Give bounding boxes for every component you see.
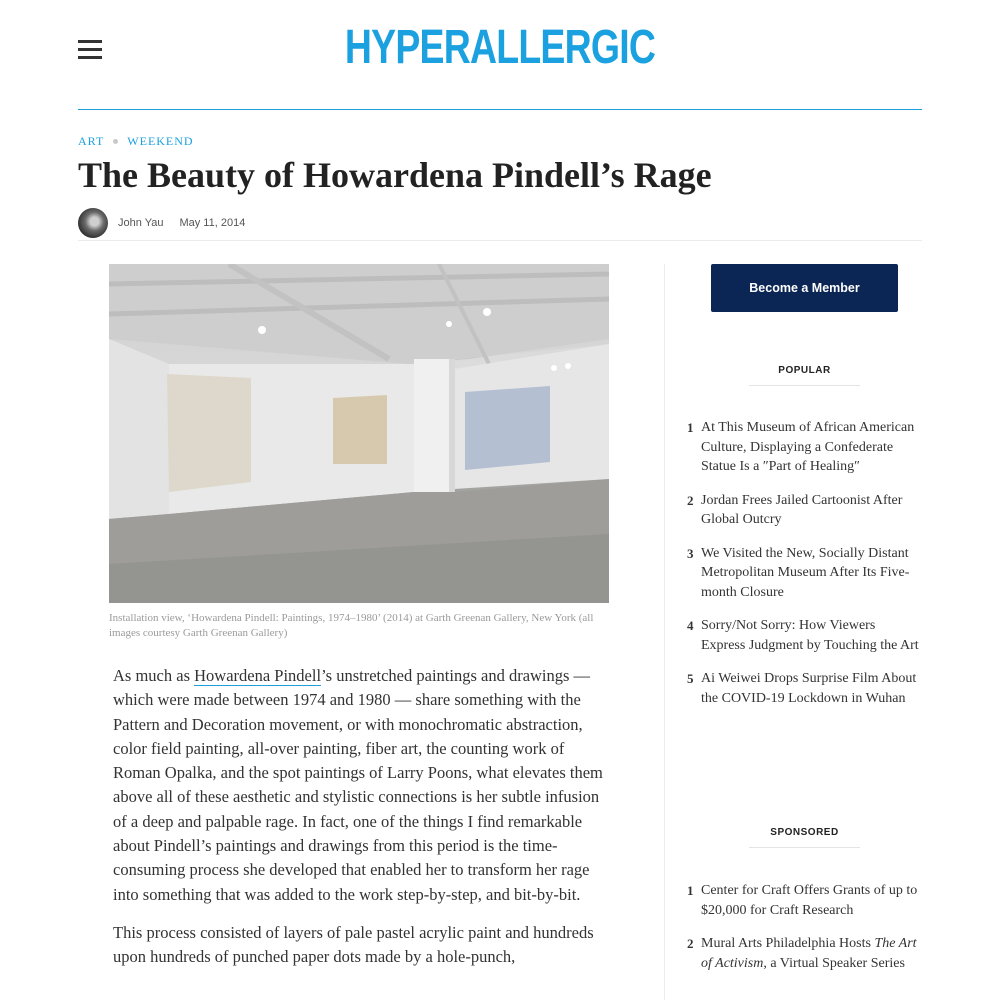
popular-list — [687, 418, 922, 722]
byline-divider — [78, 240, 922, 241]
become-member-button[interactable]: Become a Member — [711, 264, 898, 312]
popular-item[interactable]: 5 Ai Weiwei Drops Surprise Film About the COVID-19 Lockdown in Wuhan — [687, 671, 917, 706]
sponsored-list — [687, 881, 922, 987]
popular-item[interactable]: 4 Sorry/Not Sorry: How Viewers Express Judgment by Touching the Art — [687, 618, 919, 653]
sidebar-divider — [664, 264, 665, 1000]
author-avatar[interactable] — [78, 208, 108, 238]
sponsored-item[interactable]: 2 Mural Arts Philadelphia Hosts The Art of Activism, a Virtual Speaker Series — [687, 936, 917, 971]
hero-image — [109, 264, 609, 603]
article-paragraph: This process consisted of layers of pale pastel acrylic paint and hundreds upon hundreds of punched paper dots made by a hole-punch, — [113, 922, 594, 967]
header-divider — [78, 109, 922, 110]
image-caption: Installation view, ‘Howardena Pindell: Paintings, 1974–1980’ (2014) at Garth Greenan Gallery, New York (all images courtesy Garth Greenan Gallery) — [109, 612, 594, 639]
category-link-art[interactable]: ART — [78, 134, 105, 148]
category-link-weekend[interactable]: WEEKEND — [127, 134, 194, 148]
author-name[interactable]: John Yau — [118, 217, 164, 229]
article-paragraph: As much as Howardena Pindell’s unstretched paintings and drawings — which were made between 1974 and 1980 — share something with the Pattern and Decoration movement, or with monochromatic abstraction, color field painting, all-over painting, fiber art, the counting work of Roman Opalka, and the spot paintings of Larry Poons, what elevates them above all of these aesthetic and stylistic connections is her subtle infusion of a deep and palpable rage. In fact, one of the things I find remarkable about Pindell’s paintings and drawings from this period is the time-consuming process she developed that enabled her to transform her rage into something that was added to the work step-by-step, and bit-by-bit. — [113, 666, 603, 904]
article-body — [113, 664, 609, 984]
byline — [78, 208, 245, 238]
popular-item[interactable]: 1 At This Museum of African American Culture, Displaying a Confederate Statue Is a ″Part of Healing″ — [687, 420, 915, 474]
sponsored-heading: SPONSORED — [749, 827, 860, 848]
hamburger-menu-icon[interactable] — [78, 40, 102, 59]
separator-dot — [113, 139, 118, 144]
sponsored-item[interactable]: 1 Center for Craft Offers Grants of up to $20,000 for Craft Research — [687, 883, 918, 918]
artist-link[interactable]: Howardena Pindell — [194, 666, 322, 685]
publish-date: May 11, 2014 — [179, 217, 246, 229]
category-tags — [78, 134, 194, 149]
popular-item[interactable]: 2 Jordan Frees Jailed Cartoonist After Global Outcry — [687, 492, 903, 527]
popular-heading: POPULAR — [749, 365, 860, 386]
article-title: The Beauty of Howardena Pindell’s Rage — [78, 155, 712, 195]
popular-item[interactable]: 3 We Visited the New, Socially Distant Metropolitan Museum After Its Five-month Closure — [687, 545, 910, 600]
site-logo[interactable]: HYPERALLERGIC — [344, 21, 656, 74]
